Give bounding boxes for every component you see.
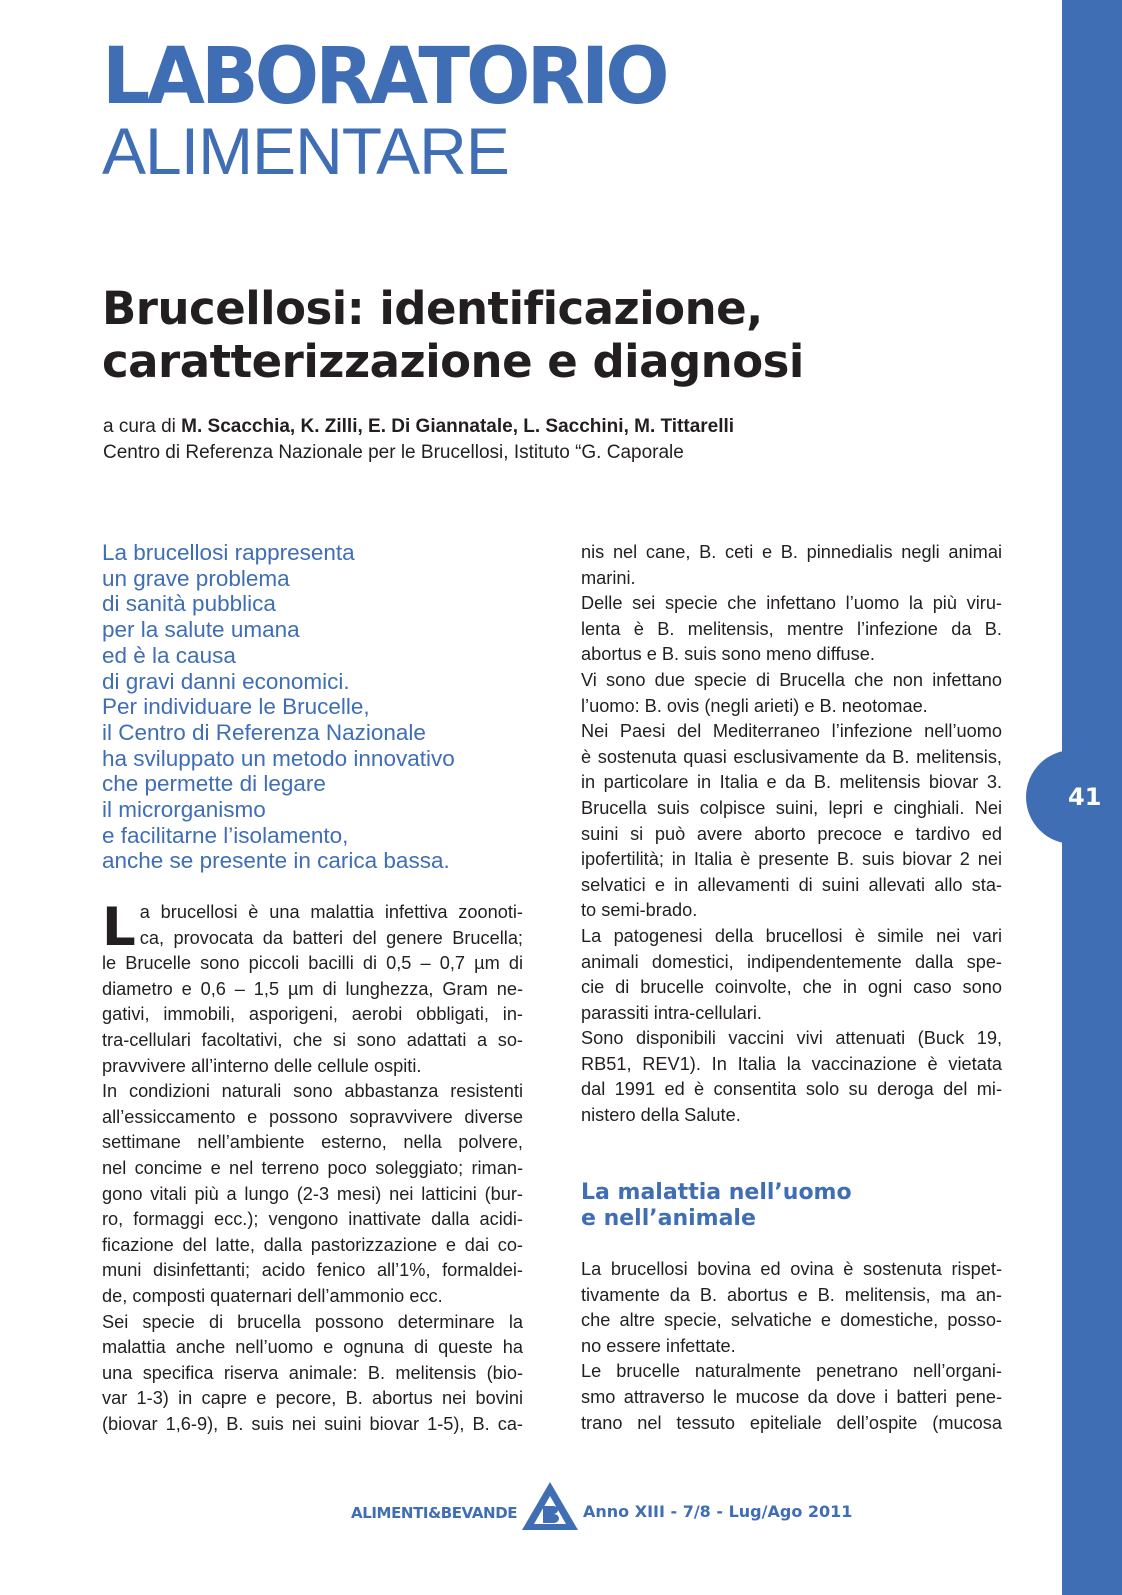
body-column-1 [102, 897, 523, 1437]
lead-line: un grave problema [102, 565, 290, 591]
text-line: che altre specie, selvatiche e domestiche, posso- [581, 1310, 1002, 1331]
section-heading [581, 1180, 852, 1232]
text-line: nistero della Salute. [581, 1105, 741, 1126]
text-line: marini. [581, 567, 636, 588]
text-line: l’uomo: B. ovis (negli arieti) e B. neotomae. [581, 695, 928, 716]
text-line: nel concime e nel terreno poco soleggiato; riman- [102, 1157, 523, 1178]
footer-publication: ALIMENTI&BEVANDE [351, 1504, 518, 1522]
text-line: Sono disponibili vaccini vivi attenuati (Buck 19, [581, 1028, 1002, 1049]
lead-line: Per individuare le Brucelle, [102, 694, 370, 720]
text-line: suini si può avere aborto precoce e tardivo ed [581, 823, 1002, 844]
text-line: RB51, REV1). In Italia la vaccinazione è vietata [581, 1053, 1002, 1074]
masthead-line1: LABORATORIO [102, 32, 666, 122]
text-line: ca, provocata da batteri del genere Brucella; [139, 927, 523, 948]
lead-line: ed è la causa [102, 642, 236, 668]
text-line: tivamente da B. abortus e B. melitensis, ma an- [581, 1284, 1002, 1305]
body-column-2 [581, 540, 1002, 1129]
text-line: dal 1991 ed è consentita solo su deroga del mi- [581, 1079, 1002, 1100]
lead-line: di sanità pubblica [102, 591, 276, 617]
text-line: Brucella suis colpisce suini, lepri e cinghiali. Nei [581, 797, 1002, 818]
text-line: parassiti intra-cellulari. [581, 1002, 762, 1023]
section-heading-line-2: e nell’animale [581, 1206, 756, 1231]
text-line: nis nel cane, B. ceti e B. pinnedialis negli animai [581, 542, 1002, 562]
authors: M. Scacchia, K. Zilli, E. Di Giannatale, L. Sacchini, M. Tittarelli [181, 416, 735, 437]
text-line: muni disinfettanti; acido fenico all’1%, formaldei- [102, 1260, 523, 1281]
text-line: de, composti quaternari dell’ammonio ecc. [102, 1285, 443, 1306]
text-line: abortus e B. suis sono meno diffuse. [581, 644, 875, 665]
text-line: Delle sei specie che infettano l’uomo la più viru- [581, 593, 1002, 614]
text-line: malattia anche nell’uomo e ognuna di queste ha [102, 1337, 523, 1358]
lead-line: e facilitarne l’isolamento, [102, 822, 349, 848]
masthead-line2: ALIMENTARE [102, 114, 509, 188]
text-line: a brucellosi è una malattia infettiva zoonoti- [139, 902, 523, 922]
byline-prefix: a cura di [103, 416, 182, 437]
text-line: una specifica riserva animale: B. melitensis (bio- [102, 1362, 523, 1383]
text-line: è sostenuta quasi esclusivamente da B. melitensis, [581, 746, 1002, 767]
footer-issue: Anno XIII - 7/8 - Lug/Ago 2011 [583, 1502, 853, 1521]
text-line: trano nel tessuto epiteliale dell’ospite (mucosa [581, 1412, 1002, 1433]
authors-line [103, 414, 734, 440]
text-line: In condizioni naturali sono abbastanza resistenti [102, 1081, 523, 1102]
lead-line: il microrganismo [102, 797, 266, 823]
text-line: to semi-brado. [581, 900, 698, 921]
text-line: Sei specie di brucella possono determinare la [102, 1311, 523, 1332]
article-title [102, 282, 922, 388]
text-line: ro, formaggi ecc.); vengono inattivate dalla acidi- [102, 1209, 523, 1230]
title-line-2: caratterizzazione e diagnosi [102, 335, 804, 388]
text-line: gono vitali più a lungo (2-3 mesi) nei latticini (bur- [102, 1183, 523, 1204]
text-line: lenta è B. melitensis, mentre l’infezione da B. [581, 618, 1002, 639]
text-line: La brucellosi bovina ed ovina è sostenuta rispet- [581, 1259, 1002, 1279]
byline [103, 414, 734, 466]
lead-line: La brucellosi rappresenta [102, 540, 355, 565]
text-line: (biovar 1,6-9), B. suis nei suini biovar 1-5), B. ca- [102, 1413, 523, 1434]
text-line: ficazione del latte, dalla pastorizzazione e dai co- [102, 1234, 523, 1255]
page-number-tab: 41 [1026, 750, 1122, 844]
text-line: cie di brucelle coinvolte, che in ogni caso sono [581, 977, 1002, 998]
text-line: diametro e 0,6 – 1,5 µm di lunghezza, Gram ne- [102, 978, 523, 999]
body-column-3 [581, 1257, 1002, 1436]
dropcap: L [102, 897, 136, 958]
text-line: no essere infettate. [581, 1335, 736, 1356]
lead-line: che permette di legare [102, 771, 326, 797]
text-line: gativi, immobili, asporigeni, aerobi obbligati, in- [102, 1004, 523, 1025]
lead-paragraph [102, 540, 455, 874]
text-line: La patogenesi della brucellosi è simile nei vari [581, 925, 1002, 946]
text-line: pravvivere all’interno delle cellule ospiti. [102, 1055, 422, 1076]
text-line: Vi sono due specie di Brucella che non infettano [581, 669, 1002, 690]
section-heading-line-1: La malattia nell’uomo [581, 1180, 852, 1205]
text-line: tra-cellulari facoltativi, che si sono adattati a so- [102, 1029, 523, 1050]
title-line-1: Brucellosi: identificazione, [102, 282, 763, 335]
lead-line: anche se presente in carica bassa. [102, 848, 450, 874]
text-line: smo attraverso le mucose da dove i batteri pene- [581, 1386, 1002, 1407]
text-line: Le brucelle naturalmente penetrano nell’organi- [581, 1361, 1002, 1382]
text-line: animali domestici, indipendentemente dalla spe- [581, 951, 1002, 972]
text-line: in particolare in Italia e da B. melitensis biovar 3. [581, 772, 1002, 793]
text-line: var 1-3) in capre e pecore, B. abortus nei bovini [102, 1388, 523, 1409]
text-line: Nei Paesi del Mediterraneo l’infezione nell’uomo [581, 721, 1002, 742]
text-line: selvatici e in allevamenti di suini allevati allo sta- [581, 874, 1002, 895]
text-line: all’essiccamento e possono sopravvivere diverse [102, 1106, 523, 1127]
triangle-b-logo-icon [520, 1480, 580, 1532]
lead-line: il Centro di Referenza Nazionale [102, 719, 426, 745]
lead-line: di gravi danni economici. [102, 668, 350, 694]
text-line: ipofertilità; in Italia è presente B. suis biovar 2 nei [581, 849, 1002, 870]
text-line: le Brucelle sono piccoli bacilli di 0,5 – 0,7 µm di [102, 953, 523, 974]
lead-line: per la salute umana [102, 617, 300, 643]
text-line: settimane nell’ambiente esterno, nella polvere, [102, 1132, 523, 1153]
lead-line: ha sviluppato un metodo innovativo [102, 745, 455, 771]
affiliation: Centro di Referenza Nazionale per le Brucellosi, Istituto “G. Caporale [103, 442, 684, 463]
